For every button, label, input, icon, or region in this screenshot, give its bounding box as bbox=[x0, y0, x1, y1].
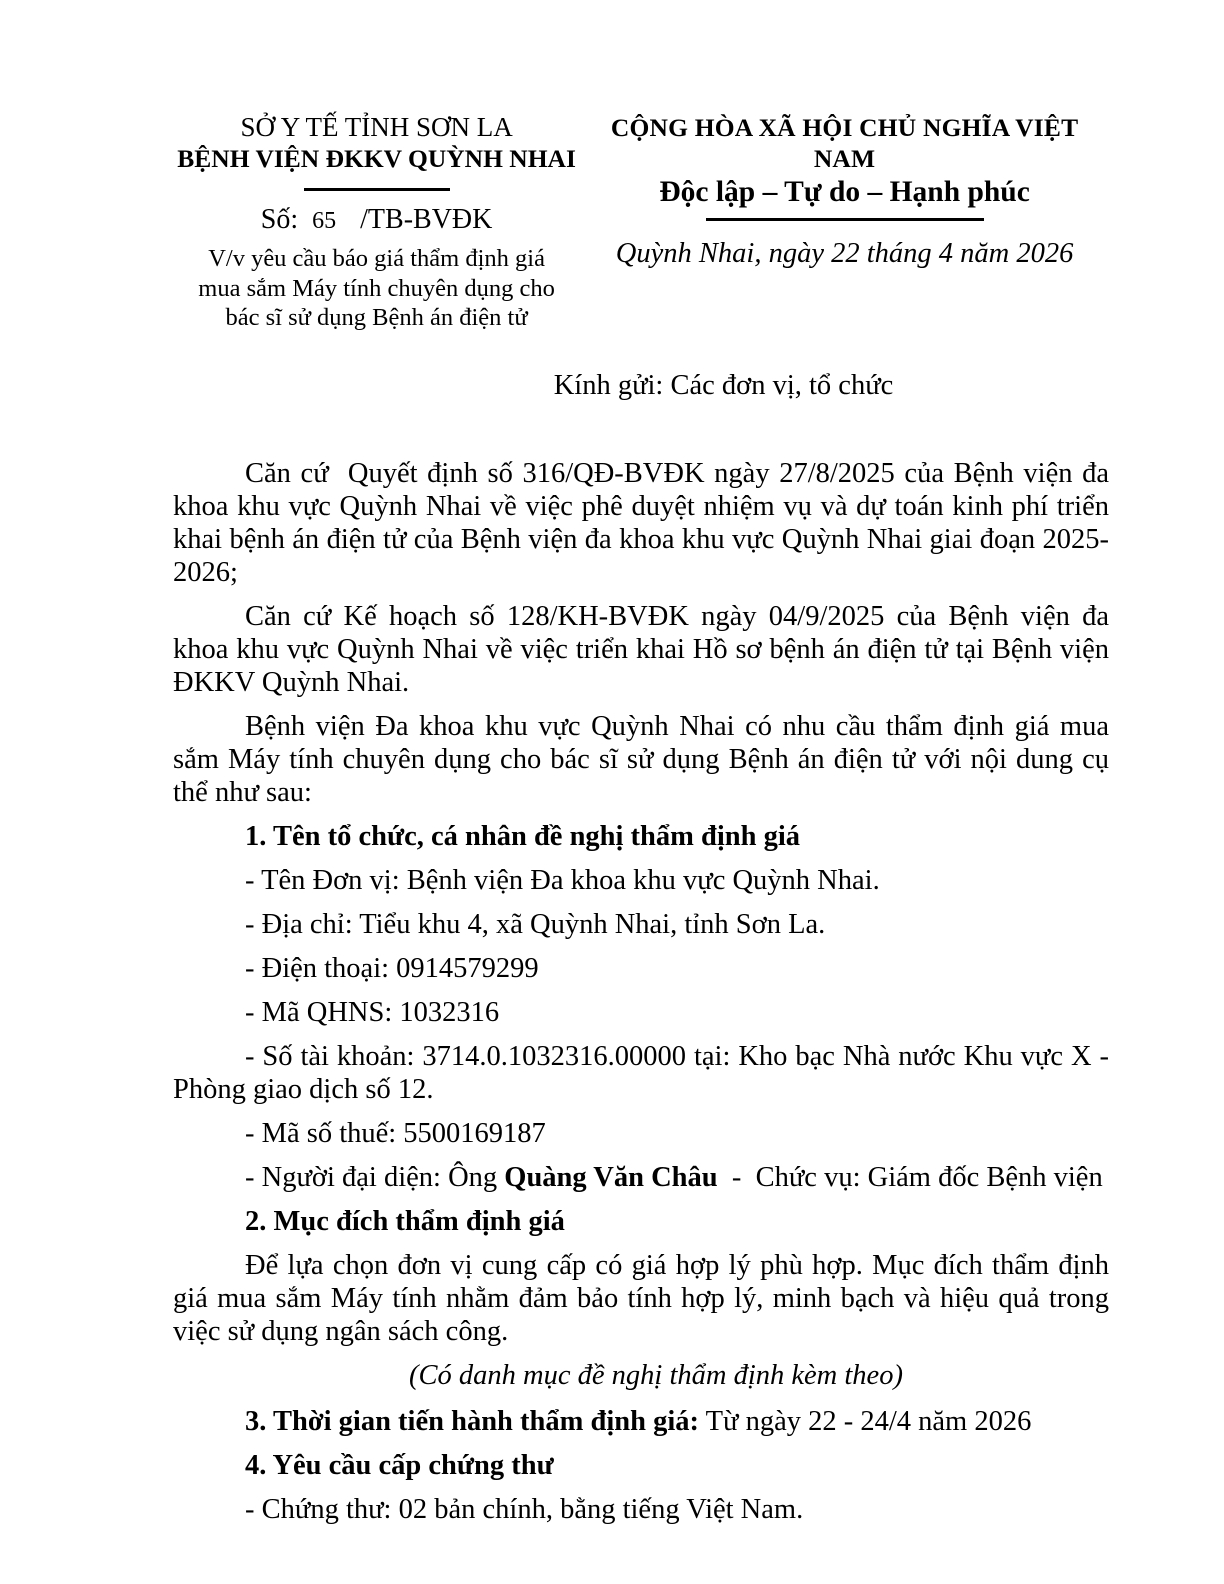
subject-line-3: bác sĩ sử dụng Bệnh án điện tử bbox=[225, 304, 528, 331]
section-1-heading: 1. Tên tổ chức, cá nhân đề nghị thẩm định giá bbox=[245, 820, 801, 852]
representative-name: Quàng Văn Châu bbox=[504, 1161, 718, 1193]
org-divider-rule bbox=[304, 188, 450, 191]
paragraph-basis-2: Căn cứ Kế hoạch số 128/KH-BVĐK ngày 04/9/2025 của Bệnh viện đa khoa khu vực Quỳnh Nhai về việc triển khai Hồ sơ bệnh án điện tử tại Bệnh viện ĐKKV Quỳnh Nhai. bbox=[173, 600, 1109, 698]
document-number-label: Số: bbox=[260, 204, 299, 235]
section-3-value: Từ ngày 22 - 24/4 năm 2026 bbox=[698, 1405, 1032, 1437]
item-certificate: - Chứng thư: 02 bản chính, bằng tiếng Việt Nam. bbox=[245, 1493, 804, 1525]
item-representative bbox=[173, 1161, 1109, 1194]
parent-org-name: SỞ Y TẾ TỈNH SƠN LA bbox=[240, 112, 513, 142]
paragraph-basis-1: Căn cứ Quyết định số 316/QĐ-BVĐK ngày 27/8/2025 của Bệnh viện đa khoa khu vực Quỳnh Nhai về việc phê duyệt nhiệm vụ và dự toán kinh phí triển khai bệnh án điện tử của Bệnh viện đa khoa khu vực Quỳnh Nhai giai đoạn 2025-2026; bbox=[173, 457, 1109, 588]
national-title: CỘNG HÒA XÃ HỘI CHỦ NGHĨA VIỆT NAM bbox=[610, 113, 1079, 173]
paragraph-intro: Bệnh viện Đa khoa khu vực Quỳnh Nhai có nhu cầu thẩm định giá mua sắm Máy tính chuyên dụng cho bác sĩ sử dụng Bệnh án điện tử với nội dung cụ thể như sau: bbox=[173, 710, 1109, 808]
subject-line-2: mua sắm Máy tính chuyên dụng cho bbox=[198, 274, 555, 302]
section-2-heading: 2. Mục đích thẩm định giá bbox=[245, 1205, 565, 1237]
subject-line-1: V/v yêu cầu báo giá thẩm định giá bbox=[208, 245, 545, 272]
section-3-heading: 3. Thời gian tiến hành thẩm định giá: bbox=[245, 1405, 699, 1437]
representative-prefix: - Người đại diện: Ông bbox=[245, 1161, 505, 1193]
document-body bbox=[173, 457, 1109, 1526]
document-header bbox=[173, 112, 1109, 333]
item-address: - Địa chỉ: Tiểu khu 4, xã Quỳnh Nhai, tỉnh Sơn La. bbox=[245, 908, 826, 940]
place-date-line: Quỳnh Nhai, ngày 22 tháng 4 năm 2026 bbox=[615, 238, 1074, 269]
item-phone: - Điện thoại: 0914579299 bbox=[245, 952, 539, 984]
item-unit-name: - Tên Đơn vị: Bệnh viện Đa khoa khu vực Quỳnh Nhai. bbox=[245, 864, 880, 896]
attachment-note: (Có danh mục đề nghị thẩm định kèm theo) bbox=[409, 1359, 903, 1391]
document-number-line bbox=[173, 203, 580, 238]
representative-suffix: - Chức vụ: Giám đốc Bệnh viện bbox=[717, 1161, 1103, 1193]
document-number-value: 65 bbox=[312, 208, 337, 234]
national-header-block bbox=[580, 112, 1109, 271]
document-subject bbox=[173, 244, 580, 333]
salutation-line: Kính gửi: Các đơn vị, tổ chức bbox=[553, 369, 894, 401]
national-motto: Độc lập – Tự do – Hạnh phúc bbox=[659, 176, 1030, 208]
document-number-symbol: /TB-BVĐK bbox=[360, 204, 493, 235]
section-3-line bbox=[173, 1405, 1109, 1438]
item-tax-code: - Mã số thuế: 5500169187 bbox=[245, 1117, 546, 1149]
motto-divider-rule bbox=[706, 218, 984, 221]
issuing-org-block bbox=[173, 112, 580, 333]
item-qhns-code: - Mã QHNS: 1032316 bbox=[245, 996, 500, 1028]
hospital-name: BỆNH VIỆN ĐKKV QUỲNH NHAI bbox=[177, 144, 576, 173]
section-4-heading: 4. Yêu cầu cấp chứng thư bbox=[245, 1449, 554, 1481]
paragraph-purpose: Để lựa chọn đơn vị cung cấp có giá hợp lý phù hợp. Mục đích thẩm định giá mua sắm Máy tính nhằm đảm bảo tính hợp lý, minh bạch và hiệu quả trong việc sử dụng ngân sách công. bbox=[173, 1249, 1109, 1347]
item-bank-account: - Số tài khoản: 3714.0.1032316.00000 tại: Kho bạc Nhà nước Khu vực X - Phòng giao dịch số 12. bbox=[173, 1040, 1109, 1105]
